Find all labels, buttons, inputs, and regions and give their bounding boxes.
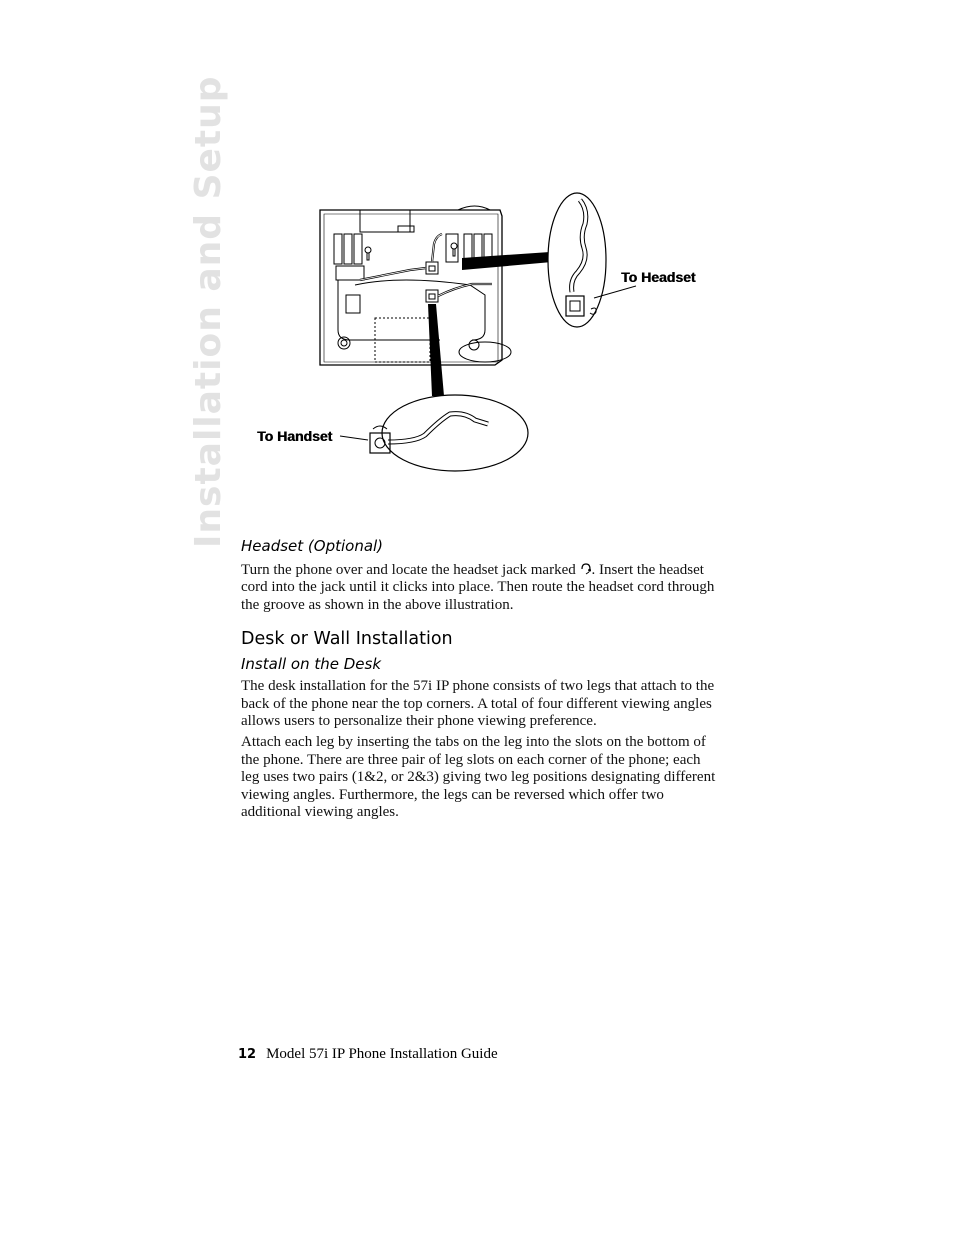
phone-back-diagram — [240, 180, 720, 510]
to-handset-callout: To Handset — [257, 428, 333, 444]
headset-paragraph-lead: Turn the phone over and locate the headset jack marked — [241, 562, 580, 578]
side-tab-label: Installation and Setup — [188, 75, 229, 548]
page-content — [241, 536, 721, 821]
desk-paragraph-2: Attach each leg by inserting the tabs on the leg into the slots on the bottom of the phone. There are three pair of leg slots on each corner of the phone; each leg uses two pairs (1&2, or 2&3) giving two leg positions designating different viewing angles. Furthermore, the legs can be reversed which offer two additional viewing angles. — [241, 734, 716, 821]
desk-wall-heading: Desk or Wall Installation — [241, 629, 453, 650]
headset-paragraph — [241, 562, 721, 614]
page-footer — [238, 1046, 498, 1063]
install-desk-subheading: Install on the Desk — [241, 655, 382, 674]
page-number: 12 — [238, 1047, 257, 1062]
desk-paragraph-1: The desk installation for the 57i IP phone consists of two legs that attach to the back of the phone near the top corners. A total of four different viewing angles allows users to personalize their phone viewing preference. — [241, 678, 715, 730]
phone-back-illustration — [240, 180, 720, 510]
headset-heading: Headset (Optional) — [241, 537, 384, 555]
headset-paragraph-rest: . Insert the headset cord into the jack until it clicks into place. Then route the headset cord through the groove as shown in the above illustration. — [241, 562, 715, 613]
footer-title: Model 57i IP Phone Installation Guide — [266, 1046, 498, 1062]
headset-icon — [580, 563, 592, 575]
to-headset-callout: To Headset — [621, 269, 696, 285]
